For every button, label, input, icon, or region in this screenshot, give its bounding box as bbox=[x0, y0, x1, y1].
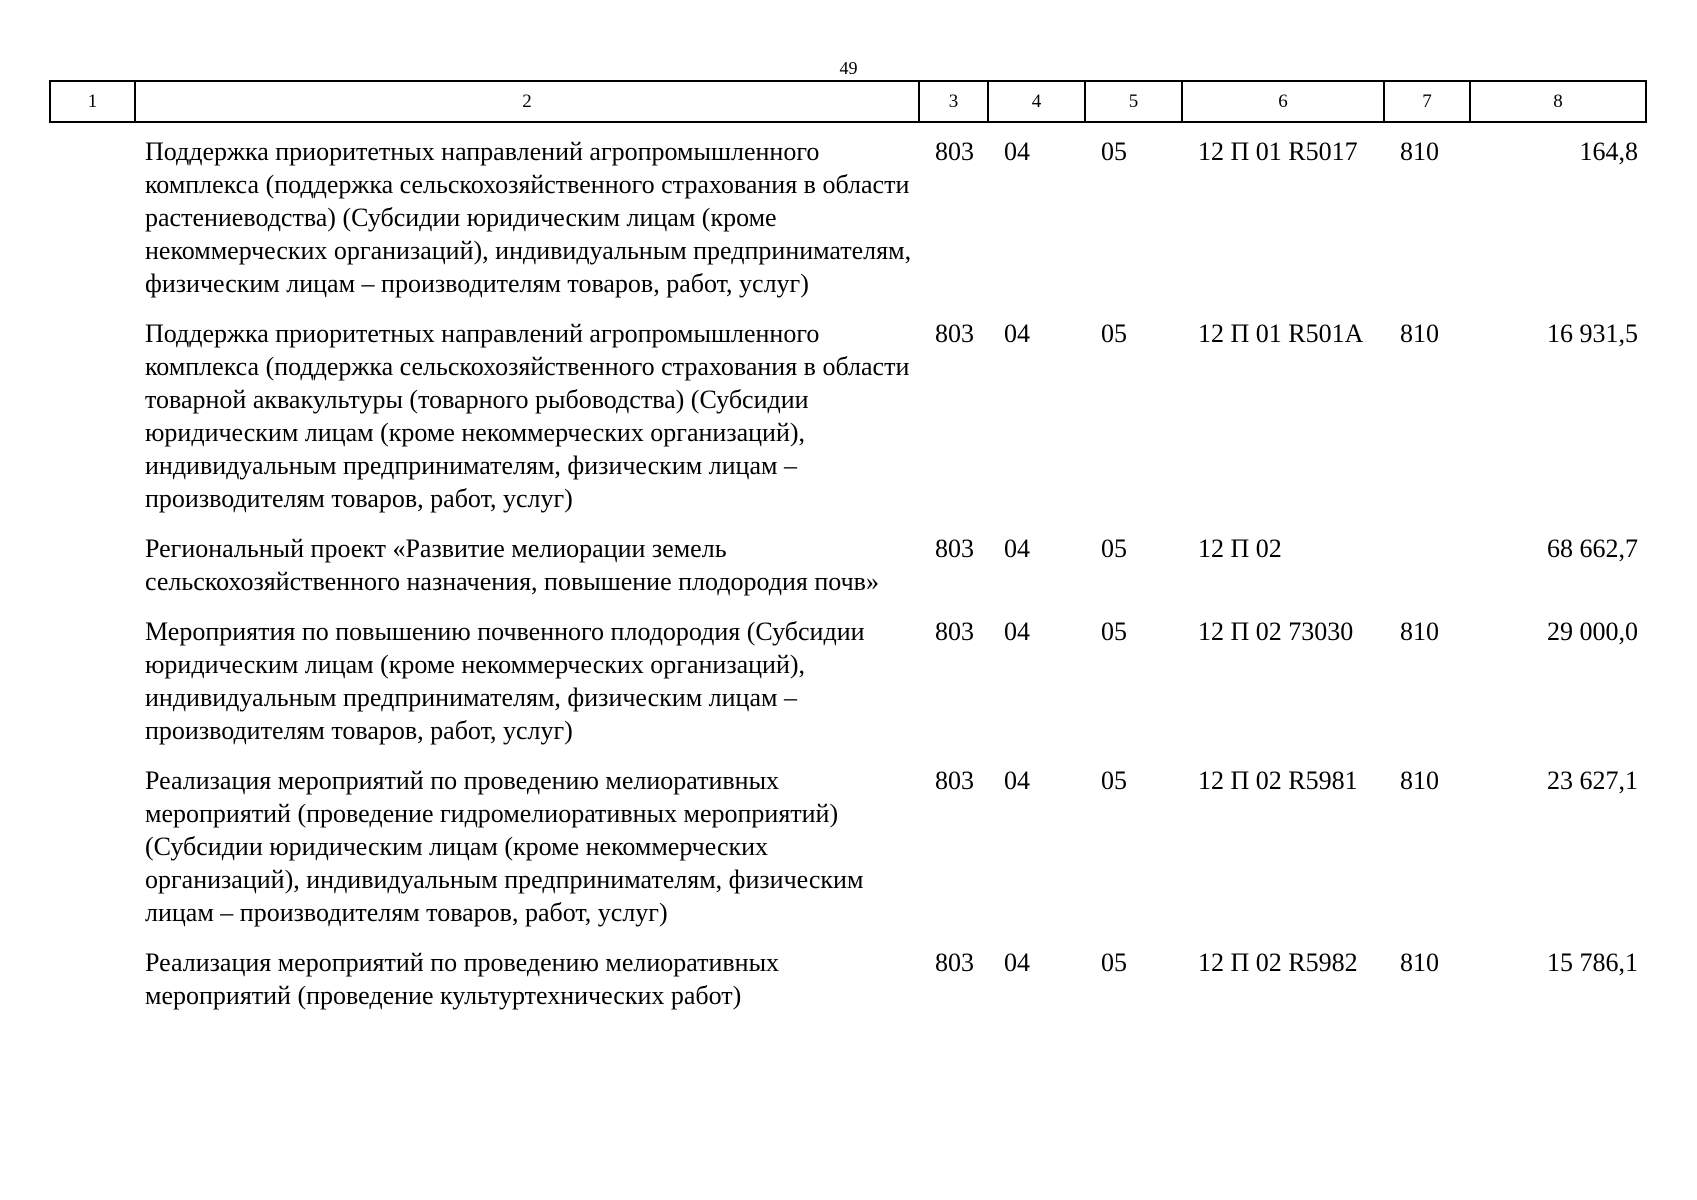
row-index-cell bbox=[50, 605, 135, 754]
table-row bbox=[50, 307, 1646, 522]
expense-type-code: 810 bbox=[1400, 766, 1439, 795]
target-article-code: 12 П 02 bbox=[1198, 534, 1282, 563]
table-row bbox=[50, 522, 1646, 605]
column-header-8: 8 bbox=[1470, 81, 1646, 122]
table-header-row bbox=[50, 81, 1646, 122]
expense-name: Региональный проект «Развитие мелиорации земель сельскохозяйственного назначения, повышение плодородия почв» bbox=[145, 534, 879, 596]
amount: 164,8 bbox=[1579, 137, 1638, 166]
target-article-code: 12 П 01 R5017 bbox=[1198, 137, 1358, 166]
expense-name: Поддержка приоритетных направлений агропромышленного комплекса (поддержка сельскохозяйственного страхования в области товарной аквакультуры (товарного рыбоводства) (Субсидии юридическим лицам (кроме некоммерческих организаций), индивидуальным предпринимателям, физическим лицам – производителям товаров, работ, услуг) bbox=[145, 319, 910, 513]
expense-type-code bbox=[1384, 522, 1470, 605]
target-article-code: 12 П 02 73030 bbox=[1198, 617, 1354, 646]
column-header-1: 1 bbox=[50, 81, 135, 122]
expense-name: Мероприятия по повышению почвенного плодородия (Субсидии юридическим лицам (кроме некоммерческих организаций), индивидуальным предпринимателям, физическим лицам – производителям товаров, работ, услуг) bbox=[145, 617, 865, 745]
row-index-cell bbox=[50, 936, 135, 1019]
table-row bbox=[50, 754, 1646, 936]
section-code: 04 bbox=[1004, 319, 1030, 348]
expense-type-code: 810 bbox=[1400, 137, 1439, 166]
ministry-code: 803 bbox=[935, 534, 974, 563]
expense-type-code: 810 bbox=[1400, 617, 1439, 646]
subsection-code: 05 bbox=[1101, 137, 1127, 166]
ministry-code: 803 bbox=[935, 617, 974, 646]
ministry-code: 803 bbox=[935, 766, 974, 795]
table-row bbox=[50, 936, 1646, 1019]
ministry-code: 803 bbox=[935, 137, 974, 166]
subsection-code: 05 bbox=[1101, 617, 1127, 646]
amount: 68 662,7 bbox=[1547, 534, 1638, 563]
section-code: 04 bbox=[1004, 137, 1030, 166]
target-article-code: 12 П 01 R501А bbox=[1198, 319, 1364, 348]
table-row bbox=[50, 122, 1646, 307]
target-article-code: 12 П 02 R5982 bbox=[1198, 948, 1358, 977]
table-row bbox=[50, 605, 1646, 754]
subsection-code: 05 bbox=[1101, 319, 1127, 348]
expense-name: Реализация мероприятий по проведению мелиоративных мероприятий (проведение культуртехнических работ) bbox=[145, 948, 780, 1010]
expense-type-code: 810 bbox=[1400, 948, 1439, 977]
column-header-2: 2 bbox=[135, 81, 919, 122]
subsection-code: 05 bbox=[1101, 534, 1127, 563]
column-header-6: 6 bbox=[1182, 81, 1384, 122]
section-code: 04 bbox=[1004, 617, 1030, 646]
ministry-code: 803 bbox=[935, 319, 974, 348]
amount: 16 931,5 bbox=[1547, 319, 1638, 348]
column-header-7: 7 bbox=[1384, 81, 1470, 122]
column-header-3: 3 bbox=[919, 81, 988, 122]
column-header-5: 5 bbox=[1085, 81, 1182, 122]
row-index-cell bbox=[50, 307, 135, 522]
row-index-cell bbox=[50, 754, 135, 936]
row-index-cell bbox=[50, 122, 135, 307]
amount: 15 786,1 bbox=[1547, 948, 1638, 977]
column-header-4: 4 bbox=[988, 81, 1085, 122]
expense-name: Реализация мероприятий по проведению мелиоративных мероприятий (проведение гидромелиоративных мероприятий) (Субсидии юридическим лицам (кроме некоммерческих организаций), индивидуальным предпринимателям, физическим лицам – производителям товаров, работ, услуг) bbox=[145, 766, 864, 927]
section-code: 04 bbox=[1004, 766, 1030, 795]
expense-name: Поддержка приоритетных направлений агропромышленного комплекса (поддержка сельскохозяйственного страхования в области растениеводства) (Субсидии юридическим лицам (кроме некоммерческих организаций), индивидуальным предпринимателям, физическим лицам – производителям товаров, работ, услуг) bbox=[145, 137, 912, 298]
subsection-code: 05 bbox=[1101, 766, 1127, 795]
amount: 29 000,0 bbox=[1547, 617, 1638, 646]
page-number: 49 bbox=[839, 58, 858, 78]
ministry-code: 803 bbox=[935, 948, 974, 977]
row-index-cell bbox=[50, 522, 135, 605]
budget-table bbox=[49, 80, 1647, 1019]
section-code: 04 bbox=[1004, 948, 1030, 977]
amount: 23 627,1 bbox=[1547, 766, 1638, 795]
subsection-code: 05 bbox=[1101, 948, 1127, 977]
expense-type-code: 810 bbox=[1400, 319, 1439, 348]
target-article-code: 12 П 02 R5981 bbox=[1198, 766, 1358, 795]
section-code: 04 bbox=[1004, 534, 1030, 563]
